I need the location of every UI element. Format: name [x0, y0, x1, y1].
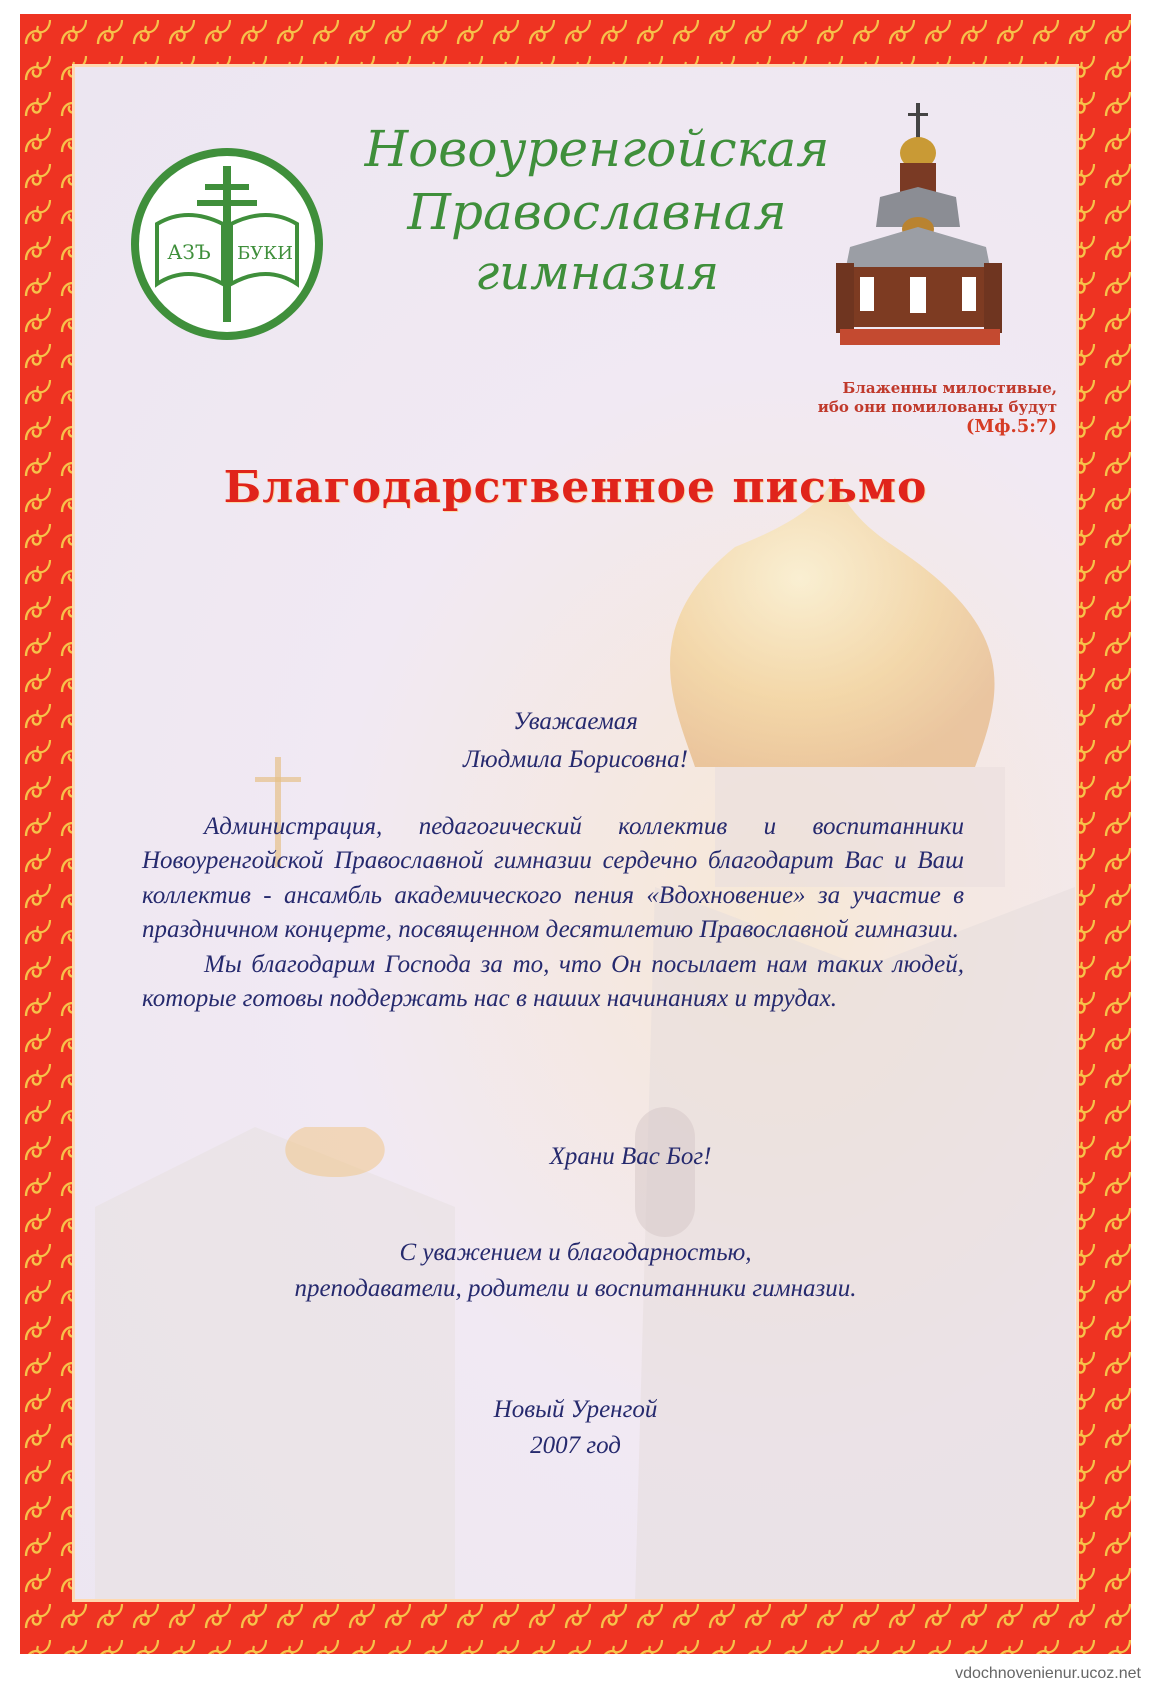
- quote-line-1: Блаженны милостивые,: [842, 379, 1057, 397]
- school-name-line-1: Новоуренгойская: [364, 120, 830, 178]
- letter-paper: [72, 64, 1079, 1602]
- gymnasium-logo: [127, 144, 327, 344]
- logo-text-left: АЗЪ: [167, 240, 211, 264]
- school-name-line-2: Православная: [407, 183, 787, 241]
- signature-line-1: С уважением и благодарностью,: [399, 1239, 752, 1266]
- signature-line-2: преподаватели, родители и воспитанники гимназии.: [294, 1275, 857, 1302]
- signature: [75, 1235, 1076, 1307]
- scripture-quote: [765, 379, 1057, 436]
- school-name: [347, 117, 847, 303]
- blessing: Храни Вас Бог!: [549, 1143, 712, 1170]
- school-name-line-3: гимназия: [474, 245, 720, 301]
- paragraph-2: Мы благодарим Господа за то, что Он посылает нам таких людей, которые готовы поддержать нас в наших начинаниях и трудах.: [142, 950, 964, 1013]
- ornamental-border: [20, 14, 1131, 1654]
- quote-reference: (Мф.5:7): [965, 416, 1057, 437]
- quote-line-2: ибо они помилованы будут: [817, 398, 1057, 416]
- paragraph-1: Администрация, педагогический коллектив и воспитанники Новоуренгойской Православной гимназии сердечно благодарит Вас и Ваш коллектив - ансамбль академического пения «Вдохновение» за участие в праздничном концерте, посвященном десятилетию Православной гимназии.: [142, 813, 964, 944]
- site-watermark: vdochnovenienur.ucoz.net: [955, 1665, 1141, 1682]
- place-and-date: [75, 1392, 1076, 1464]
- church-illustration: [820, 97, 1020, 357]
- greeting-line-2: Людмила Борисовна!: [463, 746, 688, 773]
- place: Новый Уренгой: [493, 1396, 658, 1423]
- greeting-line-1: Уважаемая: [513, 708, 638, 735]
- letter-title: Благодарственное письмо: [223, 462, 928, 513]
- greeting: [75, 703, 1076, 779]
- logo-text-right: БУКИ: [237, 243, 293, 264]
- year: 2007 год: [530, 1432, 621, 1459]
- letter-body: [142, 810, 964, 1016]
